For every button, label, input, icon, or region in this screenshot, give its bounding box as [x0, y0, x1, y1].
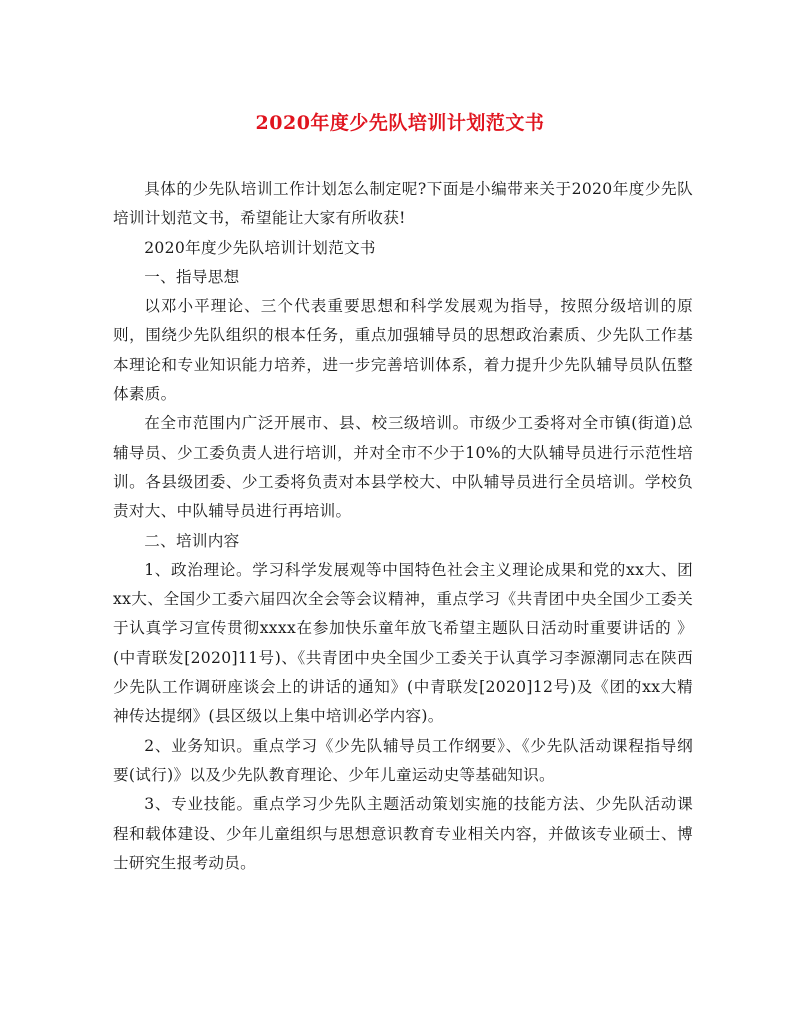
section-heading-training-content: 二、培训内容	[144, 531, 240, 550]
political-theory-paragraph: 1、政治理论。学习科学发展观等中国特色社会主义理论成果和党的xx大、团xx大、全国少工委六届四次全会等会议精神，重点学习《共青团中央全国少工委关于认真学习宣传贯彻xxxx在参加快乐童年放飞希望主题队日活动时重要讲话的 》(中青联发[2020]11号)、《共青团中央全国少工委关于认真学习李源潮同志在陕西少先队工作调研座谈会上的讲话的通知》(中青联发[2020]12号)及《团的xx大精神传达提纲》(县区级以上集中培训必学内容)。	[113, 560, 693, 726]
professional-skills-paragraph: 3、专业技能。重点学习少先队主题活动策划实施的技能方法、少先队活动课程和载体建设、少年儿童组织与思想意识教育专业相关内容，并做该专业硕士、博士研究生报考动员。	[113, 795, 693, 872]
document-body	[113, 175, 693, 878]
subtitle-paragraph: 2020年度少先队培训计划范文书	[144, 238, 376, 257]
business-knowledge-paragraph: 2、业务知识。重点学习《少先队辅导员工作纲要》、《少先队活动课程指导纲要(试行)》以及少先队教育理论、少年儿童运动史等基础知识。	[113, 736, 693, 784]
training-scope-paragraph: 在全市范围内广泛开展市、县、校三级培训。市级少工委将对全市镇(街道)总辅导员、少工委负责人进行培训，并对全市不少于10%的大队辅导员进行示范性培训。各县级团委、少工委将负责对本县学校大、中队辅导员进行全员培训。学校负责对大、中队辅导员进行再培训。	[113, 414, 693, 521]
intro-paragraph: 具体的少先队培训工作计划怎么制定呢?下面是小编带来关于2020年度少先队培训计划范文书，希望能让大家有所收获!	[113, 180, 693, 228]
guiding-thought-paragraph: 以邓小平理论、三个代表重要思想和科学发展观为指导，按照分级培训的原则，围绕少先队组织的根本任务，重点加强辅导员的思想政治素质、少先队工作基本理论和专业知识能力培养，进一步完善培训体系，着力提升少先队辅导员队伍整体素质。	[113, 297, 693, 404]
section-heading-guiding-thought: 一、指导思想	[144, 267, 240, 286]
document-title: 2020年度少先队培训计划范文书	[255, 112, 545, 134]
